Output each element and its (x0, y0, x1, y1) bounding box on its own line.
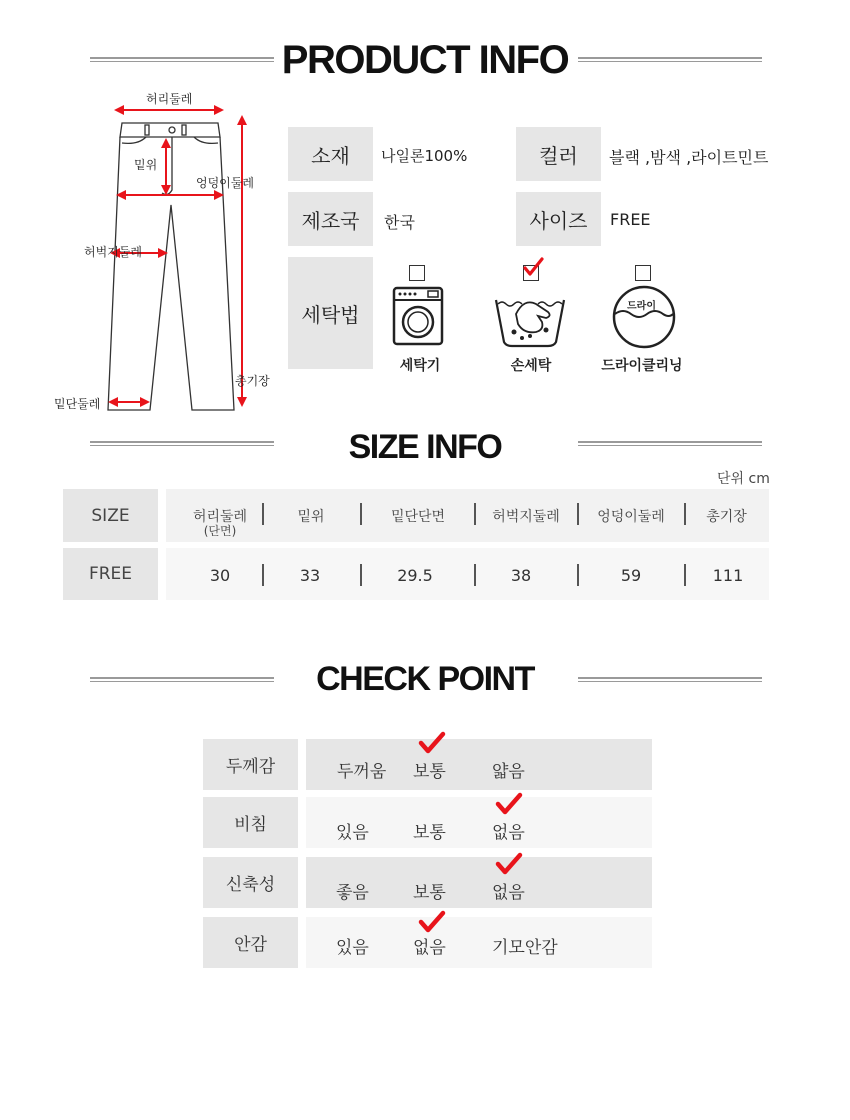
dry-icon-text: 드라이 (627, 301, 656, 312)
size-value: FREE (610, 210, 651, 229)
color-label: 컬러 (516, 127, 601, 181)
check-point-title: CHECK POINT (316, 660, 534, 698)
wash-label: 세탁법 (288, 257, 373, 369)
hem-label: 밑단둘레 (54, 397, 101, 411)
dry-clean-icon (611, 284, 677, 350)
col-length: 총기장 (706, 509, 747, 525)
option-normal: 보통 (413, 883, 446, 903)
option-normal: 보통 (413, 823, 446, 843)
val-length: 111 (712, 566, 744, 585)
col-waist-sub: (단면) (203, 524, 237, 538)
waist-label: 허리둘레 (146, 92, 193, 106)
option-thin: 얇음 (492, 762, 525, 782)
washer-label: 세탁기 (399, 358, 441, 374)
val-hip: 59 (620, 566, 642, 585)
check-label-sheerness: 비침 (203, 797, 298, 848)
product-info-title: PRODUCT INFO (281, 38, 569, 82)
check-label-lining: 안감 (203, 917, 298, 968)
size-label: 사이즈 (516, 192, 601, 246)
hip-label: 엉덩이둘레 (196, 176, 254, 190)
col-hem: 밑단단면 (390, 509, 446, 525)
col-rise: 밑위 (297, 509, 325, 525)
check-label-stretch: 신축성 (203, 857, 298, 908)
hand-wash-icon (494, 290, 566, 350)
washer-checkbox[interactable] (409, 265, 425, 281)
checkmark-icon (418, 731, 446, 755)
option-yes: 있음 (336, 938, 369, 958)
divider-right (578, 57, 762, 62)
checkmark-icon (418, 910, 446, 934)
option-none: 없음 (413, 938, 446, 958)
material-value: 나일론100% (381, 147, 468, 165)
option-none: 없음 (492, 823, 525, 843)
col-thigh: 허벅지둘레 (492, 509, 560, 525)
origin-value: 한국 (384, 213, 415, 232)
origin-label: 제조국 (288, 192, 373, 246)
unit-label: 단위 cm (717, 471, 770, 487)
material-label: 소재 (288, 127, 373, 181)
size-row-label: FREE (63, 548, 158, 600)
val-hem: 29.5 (397, 566, 433, 585)
option-normal: 보통 (413, 762, 446, 782)
checkmark-icon (522, 257, 544, 279)
size-header-cell: SIZE (63, 489, 158, 542)
washing-machine-icon (390, 286, 446, 348)
option-yes: 있음 (336, 823, 369, 843)
col-hip: 엉덩이둘레 (597, 509, 665, 525)
thigh-label: 허벅지둘레 (84, 245, 142, 259)
checkmark-icon (495, 852, 523, 876)
dryclean-label: 드라이클리닝 (601, 358, 683, 374)
col-waist: 허리둘레 (192, 509, 248, 525)
option-good: 좋음 (336, 883, 369, 903)
divider-right (578, 677, 762, 682)
option-none: 없음 (492, 883, 525, 903)
option-thick: 두꺼움 (337, 762, 387, 782)
length-label: 총기장 (235, 374, 270, 388)
size-info-title: SIZE INFO (348, 428, 502, 466)
checkmark-icon (495, 792, 523, 816)
option-fleece: 기모안감 (492, 938, 558, 958)
dryclean-checkbox[interactable] (635, 265, 651, 281)
rise-label: 밑위 (134, 158, 158, 172)
handwash-label: 손세탁 (510, 358, 552, 374)
divider-right (578, 441, 762, 446)
color-value: 블랙 ,밤색 ,라이트민트 (609, 148, 769, 167)
val-thigh: 38 (510, 566, 532, 585)
check-label-thickness: 두께감 (203, 739, 298, 790)
val-rise: 33 (299, 566, 321, 585)
val-waist: 30 (209, 566, 231, 585)
